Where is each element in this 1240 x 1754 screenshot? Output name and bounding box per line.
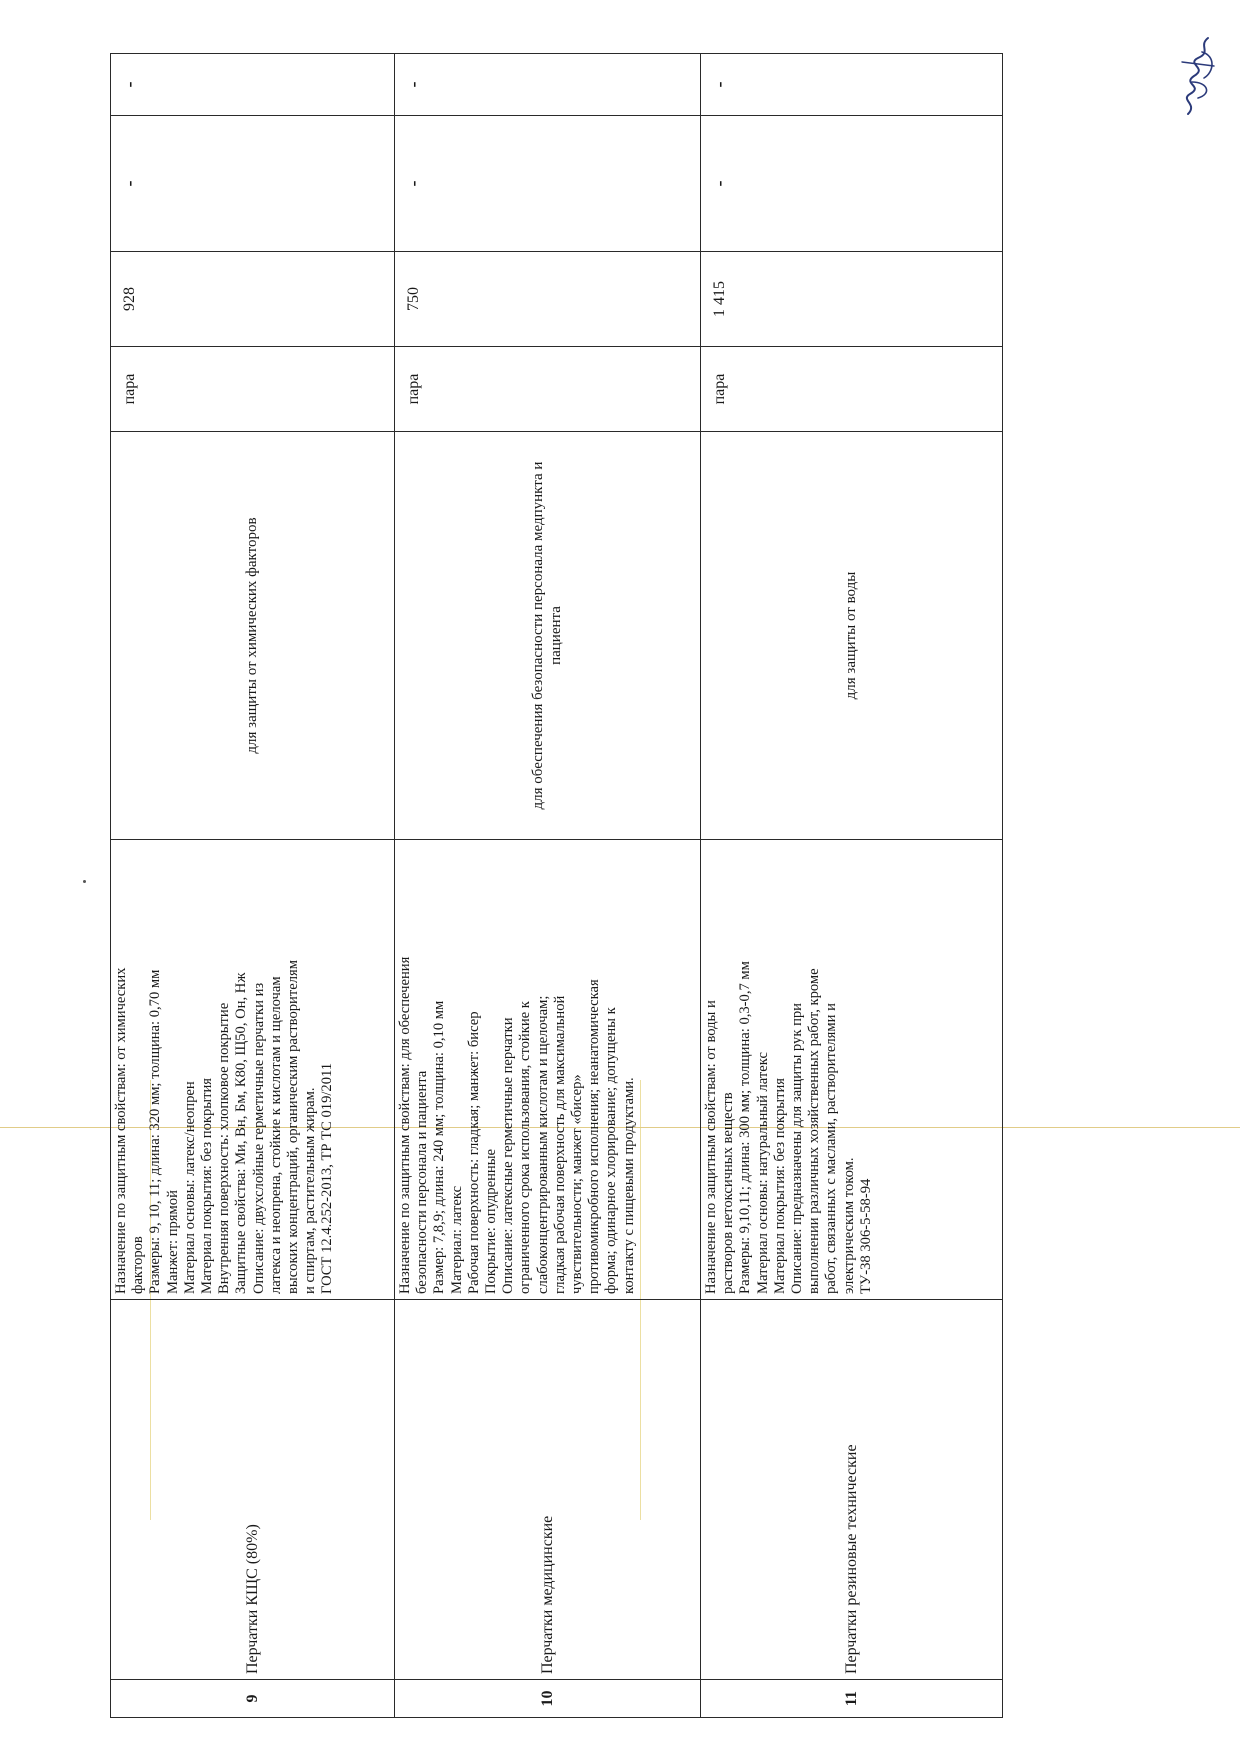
spec-line: латекса и неопрена, стойкие к кислотам и щелочам (267, 976, 284, 1294)
spec-line: факторов (130, 1236, 147, 1294)
row-number: 9 (111, 1680, 395, 1718)
empty-value-dash: - (111, 54, 395, 116)
item-purpose: для обеспечения безопасности персонала медпункта и пациента (395, 432, 701, 840)
item-quantity: 750 (395, 252, 701, 347)
empty-value-dash: - (701, 54, 1003, 116)
rotated-table-container (110, 54, 1002, 1718)
item-specification (395, 840, 701, 1300)
spec-line: Материал: латекс (448, 1185, 465, 1294)
spec-line: работ, связанных с маслами, растворителями и (823, 1003, 840, 1294)
spec-line: Материал покрытия: без покрытия (199, 1078, 216, 1294)
spec-line: чувствительности; манжет «бисер» (569, 1074, 586, 1294)
gloves-specification-table (110, 53, 1003, 1718)
item-name: Перчатки резиновые технические (701, 1300, 1003, 1680)
spec-line: противомикробного исполнения; неанатомическая (586, 979, 603, 1294)
spec-line: Размеры: 9,10,11; длина: 300 мм; толщина: 0,3-0,7 мм (737, 961, 754, 1294)
item-name: Перчатки медицинские (395, 1300, 701, 1680)
item-quantity: 928 (111, 252, 395, 347)
row-number: 10 (395, 1680, 701, 1718)
scan-speck (83, 880, 86, 883)
item-specification (111, 840, 395, 1300)
spec-line: Материал покрытия: без покрытия (771, 1078, 788, 1294)
spec-line: Назначение по защитным свойствам: от химических (113, 967, 129, 1294)
spec-line: Внутренняя поверхность: хлопковое покрытие (216, 1002, 233, 1294)
spec-line: ГОСТ 12.4.252-2013, ТР ТС 019/2011 (319, 1062, 336, 1294)
spec-line: ТУ-38 306-5-58-94 (857, 1178, 874, 1294)
spec-line: Описание: предназначены для защиты рук при (789, 1003, 806, 1294)
spec-line: Назначение по защитным свойствам: для обеспечения (397, 956, 413, 1294)
spec-line: ограниченного срока использования, стойкие к (517, 1001, 534, 1294)
spec-line: Материал основы: латекс/неопрен (181, 1081, 198, 1294)
spec-line: Рабочая поверхность: гладкая; манжет: бисер (465, 1011, 482, 1294)
handwritten-signature (1168, 32, 1228, 122)
item-specification (701, 840, 1003, 1300)
spec-line: Назначение по защитным свойствам: от воды и (703, 1000, 719, 1294)
spec-line: растворов нетоксичных веществ (720, 1092, 737, 1294)
item-quantity: 1 415 (701, 252, 1003, 347)
item-unit: пара (701, 347, 1003, 432)
spec-line: безопасности персонала и пациента (414, 1070, 431, 1294)
item-unit: пара (395, 347, 701, 432)
spec-line: Защитные свойства: Ми, Вн, Бм, К80, Щ50, Он, Нж (233, 972, 250, 1294)
item-purpose: для защиты от воды (701, 432, 1003, 840)
empty-value-dash: - (395, 54, 701, 116)
empty-value-dash: - (111, 116, 395, 252)
spec-line: Размеры: 9, 10, 11; длина: 320 мм; толщина: 0,70 мм (147, 969, 164, 1294)
table-row (395, 54, 701, 1718)
spec-line: Описание: двухслойные герметичные перчатки из (250, 982, 267, 1294)
spec-line: электрическим током. (840, 1157, 857, 1294)
spec-line: Покрытие: опудренные (483, 1149, 500, 1294)
spec-line: выполнении различных хозяйственных работ, кроме (806, 968, 823, 1294)
spec-line: контакту с пищевыми продуктами. (620, 1077, 637, 1294)
spec-line: Манжет: прямой (164, 1190, 181, 1294)
spec-line: слабоконцентрированным кислотам и щелочам; (534, 995, 551, 1294)
item-name: Перчатки КЩС (80%) (111, 1300, 395, 1680)
table-row (701, 54, 1003, 1718)
spec-line: и спиртам, растительным жирам. (302, 1087, 319, 1294)
item-unit: пара (111, 347, 395, 432)
spec-line: Размер: 7,8,9; длина: 240 мм; толщина: 0,10 мм (431, 1000, 448, 1294)
item-purpose: для защиты от химических факторов (111, 432, 395, 840)
empty-value-dash: - (395, 116, 701, 252)
spec-line: высоких концентраций, органическим растворителям (285, 960, 302, 1294)
table-row (111, 54, 395, 1718)
spec-line: Материал основы: натуральный латекс (754, 1052, 771, 1294)
spec-line: Описание: латексные герметичные перчатки (500, 1017, 517, 1294)
row-number: 11 (701, 1680, 1003, 1718)
spec-line: форма; одинарное хлорирование; допущены к (603, 1007, 620, 1294)
empty-value-dash: - (701, 116, 1003, 252)
spec-line: гладкая рабочая поверхность для максимальной (551, 995, 568, 1294)
